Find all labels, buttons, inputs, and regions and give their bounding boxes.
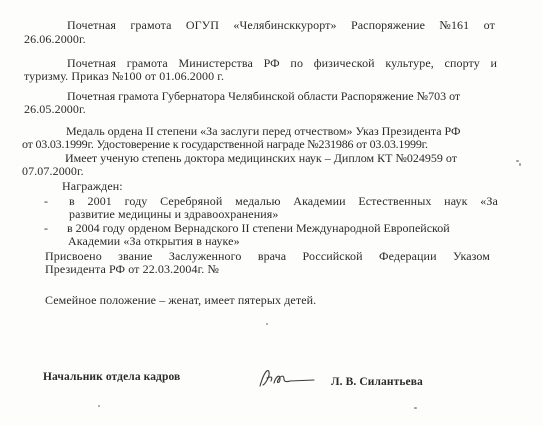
family-status: Семейное положение – женат, имеет пятерых детей. [45,293,317,307]
word: Федерации [379,249,437,263]
word: Министерства [178,56,253,70]
word: медалью [235,194,281,208]
bullet-dash: - [44,194,48,208]
word: по [290,56,304,70]
degree-line-cont: 07.07.2000г. [22,164,84,178]
award-line-4-cont: от 03.03.1999г. Удостоверение к государственной награде №231986 от 03.03.1999г. [22,137,428,151]
award-bullet-2: в 2004 году орденом Вернадского II степени Международной Европейской [67,221,450,235]
word: РФ [263,56,280,70]
word: Распоряжение [350,18,426,32]
word: врача [257,249,287,263]
bullet-dash: - [44,221,48,235]
award-line-4: Медаль ордена II степени «За заслуги перед отчеством» Указ Президента РФ [66,124,461,138]
word: №161 [439,18,470,32]
word: в [69,194,75,208]
scan-speck [414,407,417,409]
handwritten-signature [256,364,318,392]
signatory-name: Л. В. Силантьева [331,376,423,388]
word: Почетная [67,18,117,32]
word: наук [444,194,468,208]
awarded-heading: Награжден: [62,179,123,193]
word: Заслуженного [168,249,242,263]
award-bullet-1-cont: развитие медицины и здравоохранения» [69,207,279,221]
word: звание [118,249,153,263]
word: «За [480,194,498,208]
title-line-cont: Президента РФ от 22.03.2004г. № [45,262,220,276]
scan-speck [519,163,521,166]
award-line-1 [67,19,495,32]
word: ОГУП [185,18,220,32]
word: Российской [302,249,363,263]
scan-speck [516,160,519,162]
word: спорту [444,56,480,70]
word: Академии [293,194,346,208]
word: году [124,194,148,208]
scan-speck [98,405,100,407]
word: Серебряной [160,194,223,208]
word: 2001 [87,194,112,208]
word: «Челябинсккурорт» [233,18,337,32]
award-line-2-cont: туризму. Приказ №100 от 01.06.2000 г. [24,69,225,83]
word: культуре, [385,56,434,70]
word: грамота [126,56,168,70]
word: Почетная [67,56,117,70]
word: физической [313,56,375,70]
award-bullet-2-cont: Академии «За открытия в науке» [68,234,240,248]
word: и [490,56,497,70]
scan-speck [266,323,268,325]
award-line-3-cont: 26.05.2000г. [24,102,86,116]
word: Указом [452,249,490,263]
award-line-1-cont: 26.06.2000г. [24,32,86,46]
word: грамота [130,18,172,32]
word: Присвоено [45,249,102,263]
award-line-3: Почетная грамота Губернатора Челябинской области Распоряжение №703 от [67,89,461,103]
position-title: Начальник отдела кадров [43,371,181,383]
degree-line: Имеет ученую степень доктора медицинских наук – Диплом КТ №024959 от [65,151,457,165]
word: от [483,18,495,32]
word: Естественных [358,194,432,208]
